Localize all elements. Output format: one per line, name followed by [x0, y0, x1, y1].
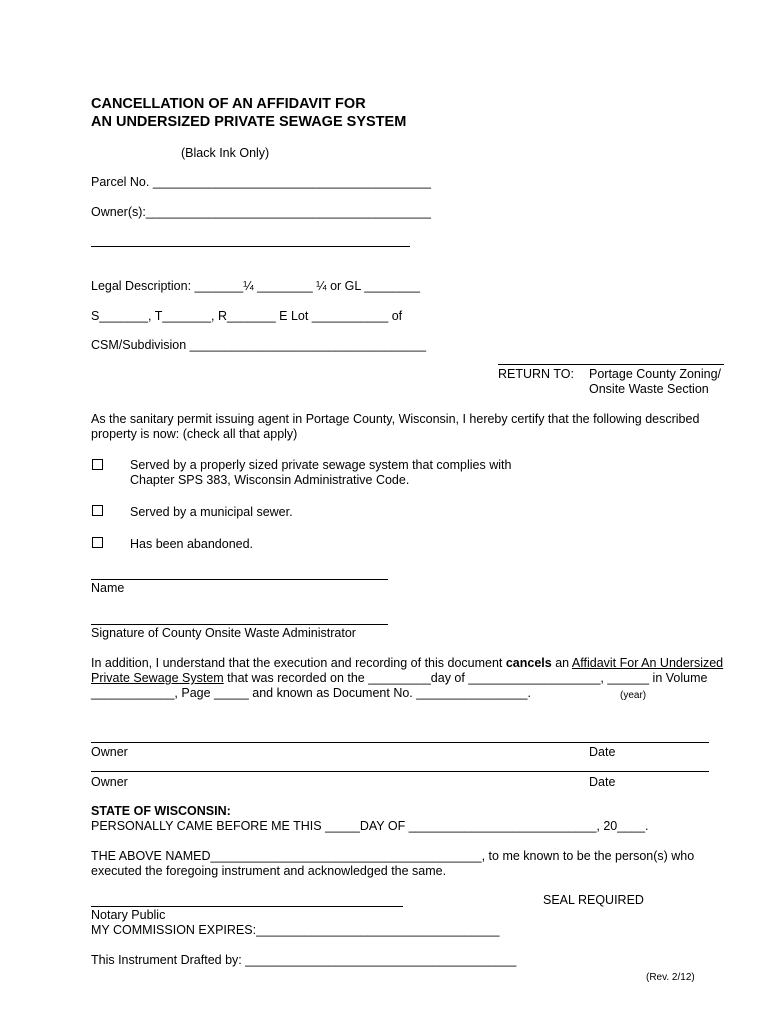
return-to-address-line1: Portage County Zoning/ [589, 367, 722, 381]
return-to-label: RETURN TO: [498, 367, 574, 381]
year-note: (year) [620, 690, 647, 701]
administrator-signature-line[interactable] [91, 624, 388, 625]
commission-expires-field[interactable]: MY COMMISSION EXPIRES:___________________________________ [91, 923, 500, 937]
municipal-sewer-checkbox[interactable] [92, 505, 103, 516]
owners-extra-line[interactable] [91, 246, 410, 247]
return-to-address-line2: Onsite Waste Section [589, 382, 709, 396]
option-abandoned: Has been abandoned. [130, 537, 254, 551]
personally-came-field[interactable]: PERSONALLY CAME BEFORE ME THIS _____DAY OF ___________________________, 20____. [91, 819, 649, 833]
ink-note: (Black Ink Only) [181, 146, 270, 160]
name-label: Name [91, 581, 125, 595]
properly-sized-system-checkbox[interactable] [92, 459, 103, 470]
volume-page-document-fields[interactable]: ____________, Page _____ and known as Document No. ________________. [91, 686, 531, 700]
owners-field[interactable]: Owner(s):_________________________________________ [91, 205, 431, 219]
owner-signature-line-1[interactable] [91, 742, 709, 743]
certify-text-line1: As the sanitary permit issuing agent in Portage County, Wisconsin, I hereby certify that the following described [91, 412, 700, 426]
notary-public-label: Notary Public [91, 908, 166, 922]
owner-label-1: Owner [91, 745, 128, 759]
owner-label-2: Owner [91, 775, 128, 789]
drafted-by-field[interactable]: This Instrument Drafted by: _______________________________________ [91, 953, 517, 967]
owner-signature-line-2[interactable] [91, 771, 709, 772]
date-label-1: Date [589, 745, 616, 759]
section-township-range-field[interactable]: S_______, T_______, R_______ E Lot ___________ of [91, 309, 403, 323]
csm-subdivision-field[interactable]: CSM/Subdivision __________________________________ [91, 338, 427, 352]
form-title-line1: CANCELLATION OF AN AFFIDAVIT FOR [91, 96, 366, 112]
option-properly-sized-line1: Served by a properly sized private sewage system that complies with [130, 458, 512, 472]
cancels-keyword: cancels [505, 656, 552, 670]
above-named-field[interactable]: THE ABOVE NAMED_______________________________________, to me known to be the person(s) who [91, 849, 695, 863]
legal-description-field[interactable]: Legal Description: _______¼ ________ ¼ or GL ________ [91, 279, 420, 293]
notary-signature-line[interactable] [91, 906, 403, 907]
option-municipal-sewer: Served by a municipal sewer. [130, 505, 293, 519]
addition-text-pre: In addition, I understand that the execution and recording of this document [91, 656, 506, 670]
seal-required-label: SEAL REQUIRED [543, 893, 644, 907]
date-label-2: Date [589, 775, 616, 789]
parcel-number-field[interactable]: Parcel No. ________________________________________ [91, 175, 431, 189]
option-properly-sized-line2: Chapter SPS 383, Wisconsin Administrative Code. [130, 473, 410, 487]
affidavit-title-ref-cont: Private Sewage System [91, 671, 224, 685]
addition-text-line1 [91, 656, 723, 671]
acknowledgement-text: executed the foregoing instrument and acknowledged the same. [91, 864, 447, 878]
revision-note: (Rev. 2/12) [646, 972, 695, 983]
return-to-divider [498, 364, 724, 365]
form-title-line2: AN UNDERSIZED PRIVATE SEWAGE SYSTEM [91, 114, 407, 130]
certify-text-line2: property is now: (check all that apply) [91, 427, 298, 441]
addition-text-line2[interactable] [91, 671, 707, 686]
administrator-signature-label: Signature of County Onsite Waste Administrator [91, 626, 356, 640]
recorded-date-fields[interactable]: that was recorded on the _________day of ___________________, ______ in Volume [223, 671, 708, 685]
state-heading: STATE OF WISCONSIN: [91, 804, 231, 818]
affidavit-title-ref: Affidavit For An Undersized [571, 656, 724, 670]
addition-text-mid: an [551, 656, 572, 670]
abandoned-checkbox[interactable] [92, 537, 103, 548]
name-line[interactable] [91, 579, 388, 580]
